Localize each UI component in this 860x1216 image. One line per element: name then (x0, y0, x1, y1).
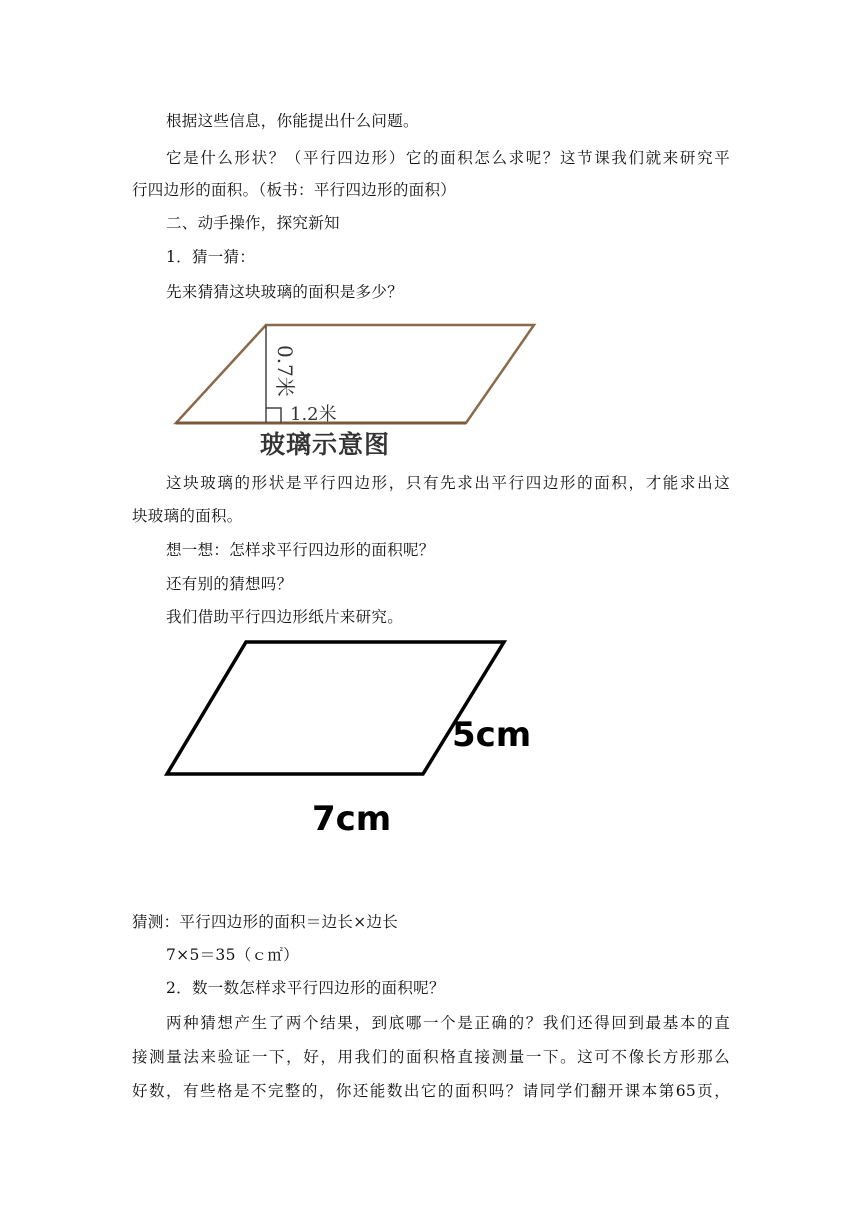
paragraph-glass-shape-cont: 块玻璃的面积。 (132, 507, 243, 525)
glass-parallelogram (176, 325, 534, 423)
paragraph-conjecture: 猜测：平行四边形的面积＝边长×边长 (132, 913, 399, 931)
paragraph-glass-shape: 这块玻璃的形状是平行四边形，只有先求出平行四边形的面积，才能求出这 (166, 474, 730, 492)
paragraph-think: 想一想：怎样求平行四边形的面积呢？ (166, 541, 435, 559)
step-count-heading: 2．数一数怎样求平行四边形的面积呢？ (166, 979, 445, 997)
paragraph-other-guess: 还有别的猜想吗？ (166, 575, 293, 593)
section-heading: 二、动手操作，探究新知 (166, 214, 340, 232)
glass-height-label: 0.7米 (273, 345, 297, 397)
side-length-label: 5cm (452, 715, 532, 755)
paragraph-questions: 根据这些信息，你能提出什么问题。 (166, 112, 419, 130)
paragraph-shape-question: 它是什么形状？（平行四边形）它的面积怎么求呢？这节课我们就来研究平 (166, 149, 730, 167)
glass-caption: 玻璃示意图 (260, 430, 391, 459)
glass-base-label: 1.2米 (290, 404, 337, 425)
paragraph-shape-question-cont: 行四边形的面积。（板书：平行四边形的面积） (132, 181, 457, 199)
paragraph-verify-cont2: 好数，有些格是不完整的，你还能数出它的面积吗？请同学们翻开课本第65页， (132, 1082, 730, 1100)
paragraph-verify: 两种猜想产生了两个结果，到底哪一个是正确的？我们还得回到最基本的直 (166, 1014, 730, 1032)
paragraph-verify-cont1: 接测量法来验证一下，好，用我们的面积格直接测量一下。这可不像长方形那么 (132, 1048, 730, 1066)
paragraph-guess-prompt: 先来猜猜这块玻璃的面积是多少？ (166, 283, 404, 301)
paper-parallelogram (167, 642, 504, 774)
step-guess-heading: 1．猜一猜： (166, 248, 256, 266)
calculation: 7×5＝35（ｃ㎡） (166, 946, 299, 964)
paragraph-use-paper: 我们借助平行四边形纸片来研究。 (166, 608, 404, 626)
base-length-label: 7cm (312, 799, 392, 839)
right-angle-mark (266, 408, 281, 423)
